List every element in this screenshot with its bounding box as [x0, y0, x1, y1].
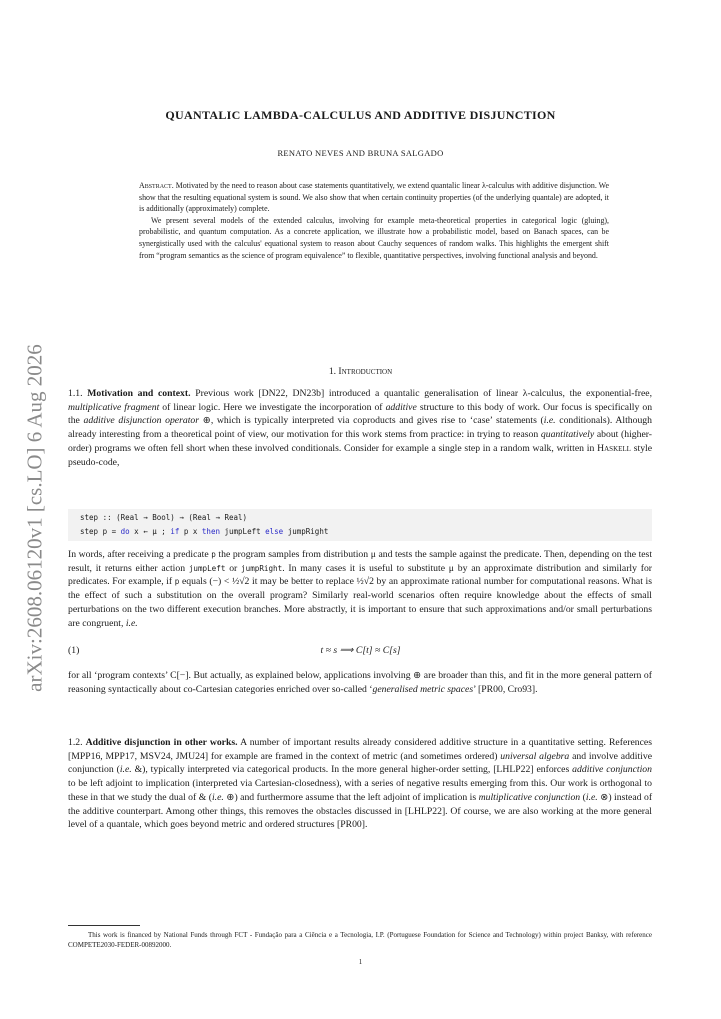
text-span: and involve additive conjunction (	[68, 750, 652, 776]
emphasis: i.e.	[585, 791, 598, 803]
footnote: This work is financed by National Funds through FCT - Fundação para a Ciência e a Tecnologia, I.P. (Portuguese Foundation for Science and Technology) within project Banksy, with reference COMPETE2030-FEDER-00892000.	[68, 931, 652, 949]
subsection-heading: Additive disjunction in other works.	[85, 737, 238, 748]
emphasis: generalised metric spaces	[372, 683, 474, 695]
code-keyword: else	[265, 527, 284, 536]
code-line-1: step :: (Real → Bool) → (Real → Real)	[80, 513, 248, 522]
text-span: or	[229, 562, 238, 574]
paragraph-in-words	[68, 548, 652, 630]
code-keyword: then	[201, 527, 220, 536]
paragraph-text	[68, 669, 652, 696]
text-span: . In many cases it is useful to substitute μ by an approximate distribution and similarly for predicates. For example, if	[68, 562, 653, 588]
text-span: ⊕) and furthermore assume that the left adjoint of implication is	[226, 791, 477, 803]
paper-title: QUANTALIC LAMBDA-CALCULUS AND ADDITIVE DISJUNCTION	[165, 108, 556, 122]
text-span: equals (−) < ½√2 it may be better to replace ½√2 by an approximate rational number for computational reasons. What is the effect of such a substitution on the overall program? Similarly real-world scenarios often require knowledge about the effects of small perturbations on the two different execution branches. More abstractly, it is important to ensure that such approximations and/or small perturbations are congruent,	[68, 576, 652, 629]
abstract-paragraph-2: We present several models of the extended calculus, involving for example meta-theoretical properties in categorical logic (gluing), probabilistic, and quantum computation. As a concrete application, we illustrate how a probabilistic model, based on Banach spaces, can be synergistically used with the calculus' equational system to reason about Cauchy sequences of random walks. This highlights the emergent shift from “program semantics as the science of program equivalence” to flexible, quantitative perspectives, involving functional analysis and beyond.	[139, 215, 609, 260]
code-token: jumpLeft	[219, 527, 266, 536]
text-span: A number of important results already considered additive structure in a quantitative setting. References [MPP16, MPP17, MSV24, JMU24] for example are framed in the context of metric (and sometimes ordered)	[68, 737, 652, 762]
haskell-label: Haskell	[597, 442, 631, 454]
emphasis: multiplicative conjunction	[478, 791, 581, 803]
code-token: jumpRight	[283, 527, 329, 536]
arxiv-sidebar-stamp	[12, 344, 58, 692]
code-token: p x	[179, 527, 202, 536]
emphasis: quantitatively	[540, 429, 595, 441]
text-span: In words, after receiving a predicate	[68, 549, 209, 560]
equation: t ≈ s ⟹ C[t] ≈ C[s]	[320, 645, 401, 656]
text-span: style pseudo-code,	[68, 442, 653, 468]
abstract-label: Abstract.	[139, 181, 174, 190]
paper-authors: RENATO NEVES AND BRUNA SALGADO	[277, 148, 444, 158]
text-span: to be left adjoint to implication (interpreted via Cartesian-closedness), with a series of negative results emerging from this. Our work is orthogonal to these in that we study the dual of & (	[68, 778, 652, 803]
emphasis: additive	[385, 401, 417, 413]
page-number: 1	[358, 958, 363, 966]
paragraph-motivation	[68, 387, 652, 469]
text-span: ⊕, which is typically interpreted via coproducts and gives rise to ‘case’ statements (	[202, 415, 544, 427]
text-span: structure to this body of work. Our focus is specifically on the	[68, 401, 653, 427]
paragraph-program-contexts	[68, 669, 652, 696]
subsection-number: 1.2.	[68, 737, 83, 748]
text-span: for all ‘program contexts’ C[−]. But actually, as explained below, applications involving ⊕ are broader than this, and fit in the more general pattern of reasoning syntactically about co-Cartesian categories enriched over so-called ‘	[68, 670, 652, 695]
arxiv-identifier: arXiv:2608.06120v1 [cs.LO] 6 Aug 2026	[22, 344, 47, 692]
subsection-1-1	[68, 387, 652, 469]
code-keyword: if	[170, 527, 180, 536]
code-block	[68, 509, 652, 541]
text-span: ⊗) instead of the additive counterpart. Among other things, this removes the obstacles discussed in [LHLP22]. Of course, we are also working at the more general level of a quantale, which goes beyond metric and ordered structures [PR00].	[68, 791, 653, 831]
text-span: Previous work [DN22, DN23b] introduced a quantalic generalisation of linear λ-calculus, the exponential-free,	[195, 388, 653, 399]
text-span: the program samples from distribution μ and tests the sample against the predicate. Then, depending on the test result, it returns either action	[68, 549, 653, 574]
subsection-1-2	[68, 736, 652, 832]
emphasis: i.e.	[125, 617, 138, 629]
paragraph-additive-disjunction	[68, 736, 652, 832]
text-span: (	[582, 791, 586, 803]
text-span: of linear logic. Here we investigate the incorporation of	[162, 401, 383, 413]
text-span: about (higher-order) programs we often fell short when these involved conditionals. Consider for example a single step in a random walk, written in	[68, 429, 653, 454]
code-token: step p =	[80, 527, 121, 536]
emphasis: i.e.	[211, 791, 224, 803]
text-span: conditionals). Although already interesting from a theoretical point of view, our motivation for this work stems from practice: in trying to reason	[68, 415, 652, 441]
emphasis: i.e.	[543, 415, 556, 427]
emphasis: i.e.	[119, 764, 132, 776]
equation-number: (1)	[68, 645, 80, 656]
code-token: x ← μ ;	[129, 527, 171, 536]
emphasis: multiplicative fragment	[68, 401, 160, 413]
emphasis: additive conjunction	[572, 764, 652, 776]
footnote-rule	[68, 925, 140, 926]
code-line-2	[80, 527, 328, 536]
inline-code: jumpRight	[241, 563, 283, 573]
text-span: ’ [PR00, Cro93].	[473, 683, 538, 695]
text-span: &), typically interpreted via categorical products. In the more general higher-order setting, [LHLP22] enforces	[134, 764, 570, 776]
abstract-text-1: Motivated by the need to reason about case statements quantitatively, we extend quantalic linear λ-calculus with additive disjunction. We show that the resulting equational system is sound. We also show that when certain continuity properties (of the underlying quantale) are adopted, it is additionally (approximately) complete.	[139, 181, 609, 214]
inline-code: jumpLeft	[188, 563, 226, 573]
abstract-paragraph-1	[139, 180, 609, 215]
emphasis: additive disjunction operator	[83, 415, 200, 427]
subsection-heading: Motivation and context.	[87, 388, 191, 399]
section-heading-introduction: 1. Introduction	[328, 366, 393, 377]
inline-code: p	[174, 577, 180, 587]
emphasis: universal algebra	[500, 750, 570, 762]
subsection-number: 1.1.	[68, 388, 83, 399]
code-keyword: do	[120, 527, 130, 536]
abstract	[139, 180, 609, 261]
inline-code: p	[211, 550, 216, 559]
paragraph-text	[68, 548, 652, 630]
